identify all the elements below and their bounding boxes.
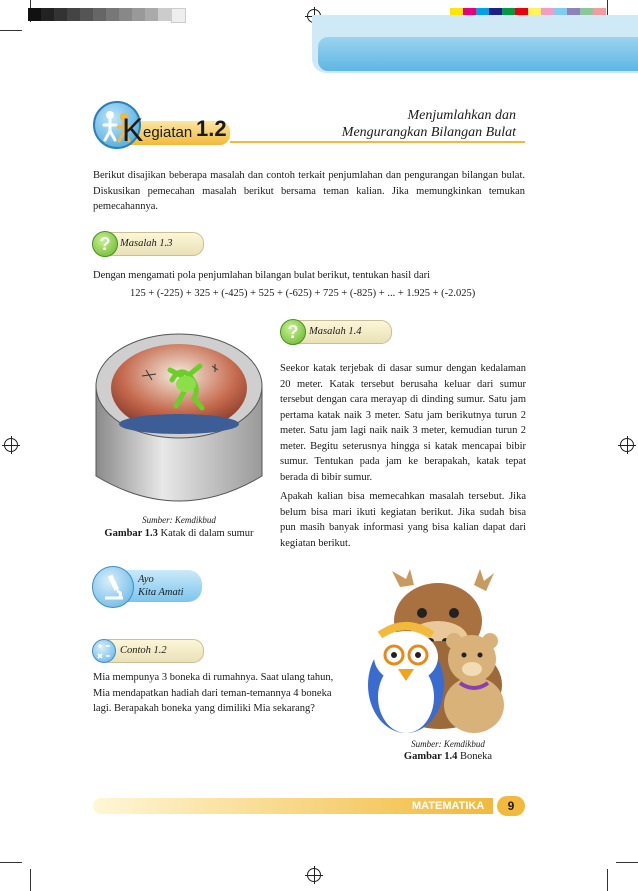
masalah-14-paragraph-2: Apakah kalian bisa memecahkan masalah tersebut. Jika belum bisa mari ikuti kegiatan berikut. Jika sudah bisa pun masih banyak informasi yang bisa kalian dapat dari kegiatan berikut. xyxy=(280,491,526,549)
figure-13-caption: Gambar 1.3 Katak di dalam sumur xyxy=(104,528,254,539)
registration-mark-icon xyxy=(4,438,18,452)
kegiatan-number: 1.2 xyxy=(196,116,227,141)
masalah-13-label: Masalah 1.3 xyxy=(120,238,173,249)
gray-swatch xyxy=(106,8,119,21)
gray-swatch xyxy=(145,8,158,21)
gray-swatch xyxy=(80,8,93,21)
question-mark-icon: ? xyxy=(92,231,118,257)
dolls-image xyxy=(350,565,530,737)
masalah-13-expression: 125 + (-225) + 325 + (-425) + 525 + (-625) + 725 + (-825) + ... + 1.925 + (-2.025) xyxy=(130,288,476,299)
masalah-14-paragraph-1: Seekor katak terjebak di dasar sumur dengan kedalaman 20 meter. Katak tersebut berusaha keluar dari sumur tersebut dengan cara merayap di dinding sumur. Satu jam pertama katak naik 3 meter. Satu jam berikutnya turun 2 meter. Satu jam lagi naik naik 3 meter, kemudian turun 2 meter. Begitu seterusnya hingga si katak mencapai bibir sumur. Tentukan pada jam ke berapakah, katak tepat berada di bibir sumur. xyxy=(280,363,526,483)
gray-swatch xyxy=(132,8,145,21)
masalah-14-label: Masalah 1.4 xyxy=(309,326,362,337)
figure-13-source: Sumber: Kemdikbud xyxy=(142,515,216,525)
gray-swatch xyxy=(41,8,54,21)
contoh-paragraph: Mia mempunya 3 boneka di rumahnya. Saat ulang tahun, Mia mendapatkan hadiah dari teman-temannya 4 boneka lagi. Berapakah boneka yang dimiliki Mia sekarang? xyxy=(93,672,334,714)
gray-swatch xyxy=(119,8,132,21)
gray-swatch xyxy=(93,8,106,21)
registration-mark-icon xyxy=(307,868,321,882)
figure-14-caption: Gambar 1.4 Boneka xyxy=(403,751,493,762)
well-frog-image xyxy=(90,326,268,516)
masalah-13-prompt: Dengan mengamati pola penjumlahan bilangan bulat berikut, tentukan hasil dari xyxy=(93,270,431,281)
gray-swatch xyxy=(171,8,186,23)
header-band-inner xyxy=(318,37,638,71)
gray-swatch xyxy=(67,8,80,21)
gray-swatch xyxy=(28,8,41,21)
section-title-line1: Menjumlahkan dan xyxy=(407,108,516,123)
ayo-line2: Kita Amati xyxy=(138,587,184,598)
gray-swatch xyxy=(158,8,171,21)
kegiatan-word: egiatan xyxy=(143,124,193,141)
crop-mark xyxy=(607,869,608,891)
page-number: 9 xyxy=(497,796,525,816)
operations-icon xyxy=(92,639,116,663)
question-mark-icon: ? xyxy=(280,319,306,345)
kegiatan-letter: K xyxy=(122,112,144,148)
title-underline xyxy=(230,141,525,143)
crop-mark xyxy=(0,30,22,31)
section-title-line2: Mengurangkan Bilangan Bulat xyxy=(341,125,516,140)
crop-mark xyxy=(0,862,22,863)
ayo-line1: Ayo xyxy=(138,574,154,585)
footer-subject: MATEMATIKA xyxy=(412,800,485,812)
gray-swatch xyxy=(54,8,67,21)
figure-14-source: Sumber: Kemdikbud xyxy=(411,739,485,749)
registration-mark-icon xyxy=(620,438,634,452)
crop-mark xyxy=(616,862,638,863)
microscope-icon xyxy=(92,566,134,608)
crop-mark xyxy=(30,869,31,891)
contoh-label: Contoh 1.2 xyxy=(120,645,167,656)
intro-paragraph: Berikut disajikan beberapa masalah dan contoh terkait penjumlahan dan pengurangan bilangan bulat. Diskusikan pemecahan masalah berikut bersama teman kalian. Jika memungkinkan temukan pemecahannya. xyxy=(93,170,525,212)
